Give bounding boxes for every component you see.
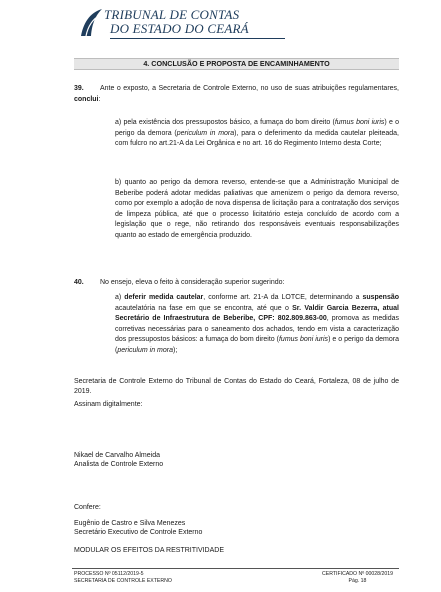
paragraph-40-intro: No ensejo, eleva o feito à consideração superior sugerindo: [100,279,285,286]
tce-logo [78,6,293,48]
paragraph-39-item-b: b) quanto ao perigo da demora reverso, entende-se que a Administração Municipal de Beberibe poderá adotar medidas paliativas que amenizem o perigo da demora reverso, como por exemplo a adoção de nova dispensa de licitação para a contratação dos serviços de limpeza pública, até que o processo licitatório esteja concluído de acordo com a legislação que o rege, não retirando dos responsáveis eventuais responsabilizações quanto ao estado de emergência produzido. [115,179,399,239]
paragraph-39-colon: : [98,95,101,103]
logo-underline [110,38,285,39]
place-and-date: Secretaria de Controle Externo do Tribunal de Contas do Estado do Ceará, Fortaleza, 08 de julho de 2019. [74,378,399,395]
paragraph-40-item-a: a) deferir medida cautelar, conforme art. 21-A da LOTCE, determinando a suspensão acautelatória na fase em que se encontra, até que o Sr. Valdir Garcia Bezerra, atual Secretário de Infraestrutura de Beberibe, CPF: 802.809.863-00, promova as medidas corretivas necessárias para o saneamento dos achados, tendo em vista a caracterização dos pressupostos básicos: a fumaça do bom direito (fumus boni iuris) e o perigo da demora (periculum in mora); [115,294,400,354]
logo-title-line1: TRIBUNAL DE CONTAS [104,7,240,22]
footer-certificate: CERTIFICADO Nº 00028/2019 [322,571,393,577]
confere-label: Confere: [74,504,101,511]
signatory-1-name: Nikael de Carvalho Almeida [74,452,160,459]
paragraph-39 [74,84,399,105]
footer-process-number: PROCESSO Nº 05112/2019-5 [74,571,144,577]
page-footer [72,568,399,587]
signatory-1-role: Analista de Controle Externo [74,461,164,468]
tce-emblem-icon [78,6,104,42]
logo-title-line2: DO ESTADO DO CEARÁ [110,21,249,36]
paragraph-39-conclui: conclui [74,95,99,103]
footer-page-number: Pág. 18 [348,578,367,584]
paragraph-number-39: 39. [74,85,84,92]
paragraph-39-text: Ante o exposto, a Secretaria de Controle Externo, no uso de suas atribuições regulamentares, [100,85,399,92]
signatory-2-role: Secretário Executivo de Controle Externo [74,529,203,536]
footer-department: SECRETARIA DE CONTROLE EXTERNO [74,578,172,584]
closing-note: MODULAR OS EFEITOS DA RESTRITIVIDADE [74,547,225,554]
signed-digitally-label: Assinam digitalmente: [74,401,143,408]
paragraph-39-item-a: a) pela existência dos pressupostos básico, a fumaça do bom direito (fumus boni iuris) e o perigo da demora (periculum in mora), para o deferimento da medida cautelar pleiteada, com fulcro no art.21-A da Lei Orgânica e no art. 16 do Regimento Interno desta Corte; [115,119,399,148]
section-title: 4. CONCLUSÃO E PROPOSTA DE ENCAMINHAMENTO [143,59,330,68]
signatory-2-name: Eugênio de Castro e Silva Menezes [74,520,186,527]
section-heading-bar [74,58,399,70]
paragraph-number-40: 40. [74,279,84,286]
